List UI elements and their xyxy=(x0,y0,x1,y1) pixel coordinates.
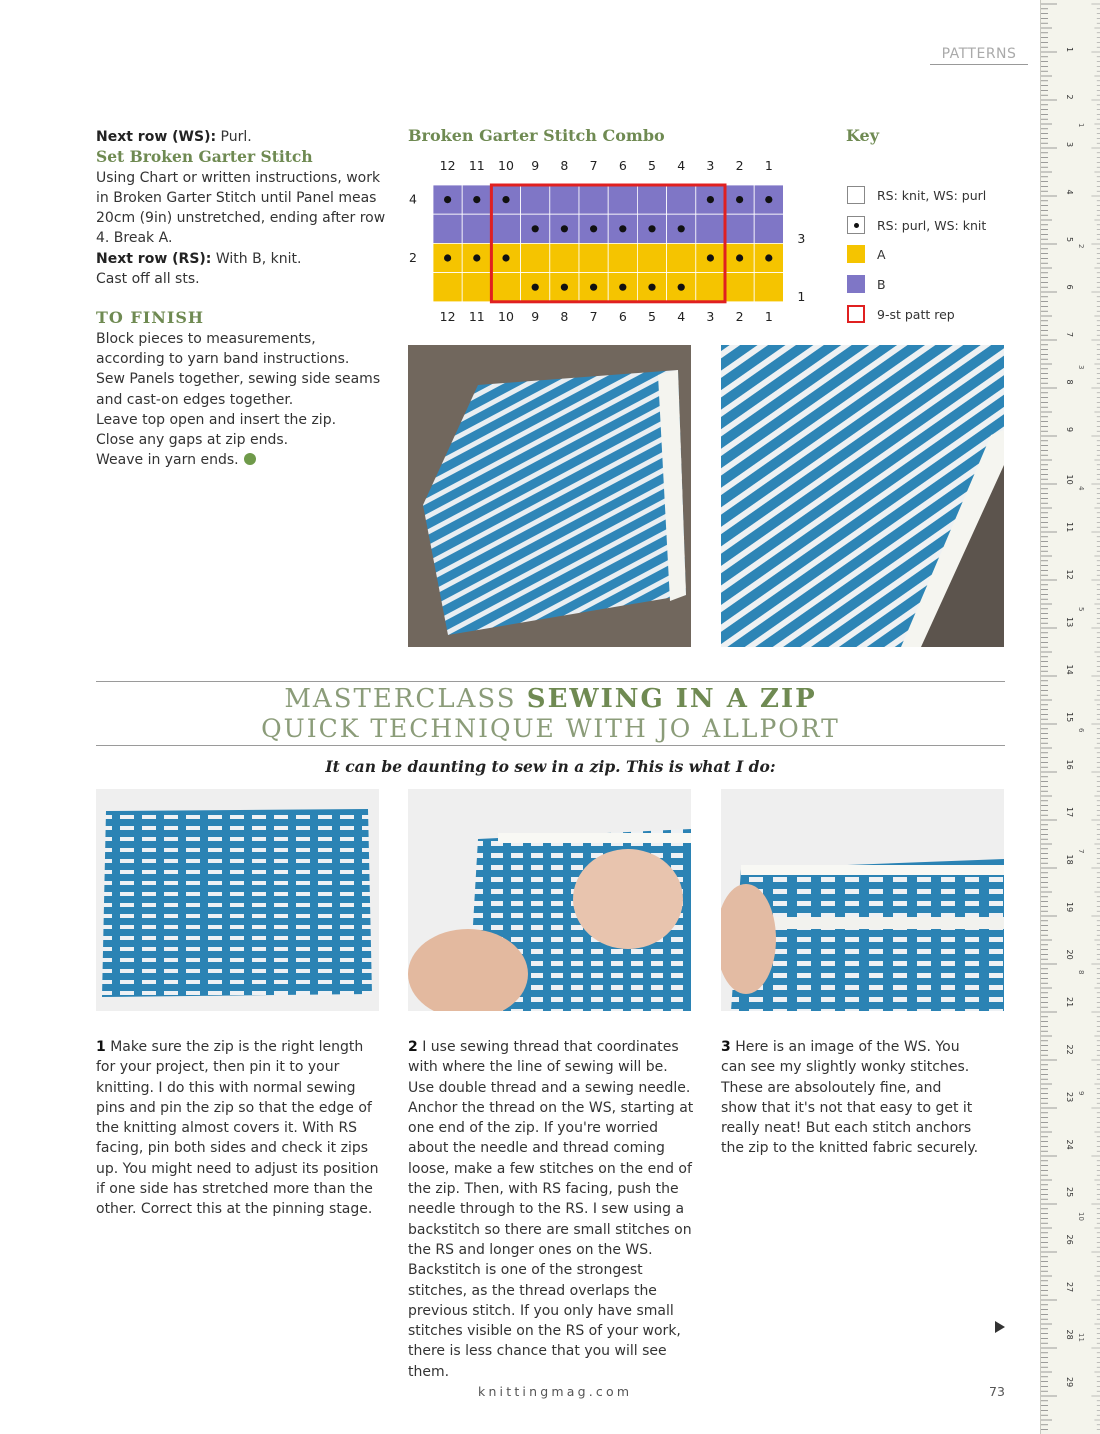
column-label: 4 xyxy=(677,158,686,173)
row-label: 3 xyxy=(797,230,806,246)
ruler-inch-label: 3 xyxy=(1077,365,1085,370)
column-label: 11 xyxy=(468,308,485,324)
instruction-cast-off: Cast off all sts. xyxy=(96,271,200,288)
key-item-knit: RS: knit, WS: purl xyxy=(847,184,986,206)
purl-dot xyxy=(736,196,743,203)
purl-dot xyxy=(444,254,451,261)
chart-cell xyxy=(550,185,579,214)
ruler-cm-label: 13 xyxy=(1065,617,1074,628)
column-label: 8 xyxy=(560,308,569,324)
purl-dot xyxy=(765,196,772,203)
instruction-body: Using Chart or written instructions, work in Broken Garter Stitch until Panel meas 20cm (9in) unstretched, ending after row 4. Break A. xyxy=(96,169,386,247)
chart-cell xyxy=(521,185,550,214)
ruler-cm-label: 16 xyxy=(1065,759,1074,770)
purl-dot xyxy=(444,196,451,203)
column-label: 2 xyxy=(735,158,744,173)
key-item-color-a: A xyxy=(847,243,886,265)
column-label: 3 xyxy=(706,308,715,324)
ruler-cm-label: 22 xyxy=(1065,1044,1074,1055)
chart-cell xyxy=(521,243,550,272)
heading-broken-garter: Set Broken Garter Stitch xyxy=(96,147,313,167)
ruler-scale xyxy=(1040,0,1100,1434)
ruler-inch-label: 8 xyxy=(1077,970,1085,975)
column-label: 6 xyxy=(618,308,627,324)
ruler-cm-label: 12 xyxy=(1065,569,1074,580)
masterclass-subtitle: QUICK TECHNIQUE WITH JO ALLPORT xyxy=(261,714,840,743)
ruler-cm-label: 28 xyxy=(1065,1329,1074,1340)
ruler-inch-label: 10 xyxy=(1077,1212,1085,1221)
finish-line: Close any gaps at zip ends. xyxy=(96,432,289,449)
column-label: 6 xyxy=(618,158,627,173)
column-label: 9 xyxy=(531,308,540,324)
step-3-photo xyxy=(721,789,1004,1011)
purl-dot xyxy=(532,225,539,232)
key-item-color-b: B xyxy=(847,273,886,295)
column-label: 4 xyxy=(677,308,686,324)
column-label: 3 xyxy=(706,158,715,173)
purl-dot xyxy=(648,225,655,232)
heading-to-finish: TO FINISH xyxy=(96,308,205,328)
chart-cell xyxy=(696,273,725,302)
finish-line: according to yarn band instructions. xyxy=(96,350,350,367)
column-label: 10 xyxy=(498,158,514,173)
masterclass-title: MASTERCLASS SEWING IN A ZIP xyxy=(284,684,817,714)
purl-dot xyxy=(532,284,539,291)
row-label: 2 xyxy=(409,250,417,265)
ruler-cm-label: 26 xyxy=(1065,1234,1074,1245)
purl-dot xyxy=(473,196,480,203)
page-number: 73 xyxy=(989,1384,1005,1399)
chart-cell xyxy=(725,273,754,302)
chart-cell xyxy=(491,273,520,302)
finish-line: Leave top open and insert the zip. xyxy=(96,411,337,428)
ruler-inch-label: 5 xyxy=(1077,607,1085,612)
pouch-closeup-photo xyxy=(721,345,1004,647)
step-1-text: 1 Make sure the zip is the right length for your project, then pin it to your knitting. I do this with normal sewing pins and pin the zip so that the edge of the knitting almost covers it. With RS facing, pin both sides and check it zips up. You might need to adjust its position if one side has stretched more than the other. Correct this at the pinning stage. xyxy=(96,1039,379,1218)
chart-cell xyxy=(754,214,783,243)
column-label: 1 xyxy=(764,308,773,324)
row-label: 4 xyxy=(409,191,417,207)
column-label: 5 xyxy=(648,308,656,324)
masterclass-intro: It can be daunting to sew in a zip. This is what I do: xyxy=(325,757,776,776)
chart-cell xyxy=(491,214,520,243)
chart-cell xyxy=(462,214,491,243)
purl-dot xyxy=(473,254,480,261)
ruler-cm-label: 6 xyxy=(1065,284,1074,290)
ruler-cm-label: 4 xyxy=(1065,189,1074,195)
key-item-purl: RS: purl, WS: knit xyxy=(847,214,986,236)
purl-dot xyxy=(678,225,685,232)
color-a-swatch-icon xyxy=(847,245,865,263)
column-label: 11 xyxy=(468,158,485,173)
repeat-box-icon xyxy=(847,305,865,323)
yarn-ball-icon xyxy=(244,453,256,465)
ruler-cm-label: 21 xyxy=(1065,997,1074,1008)
ruler-inch-label: 4 xyxy=(1077,486,1085,491)
ruler-cm-label: 29 xyxy=(1065,1377,1074,1388)
purl-dot xyxy=(502,254,509,261)
column-label: 10 xyxy=(498,308,514,324)
purl-dot xyxy=(707,254,714,261)
ruler-cm-label: 9 xyxy=(1065,427,1074,433)
divider-bottom xyxy=(96,745,1005,746)
ruler-cm-label: 8 xyxy=(1065,379,1074,385)
column-label: 12 xyxy=(439,308,456,324)
chart-cell xyxy=(608,243,637,272)
ruler-inch-label: 1 xyxy=(1077,123,1085,128)
ruler-cm-label: 18 xyxy=(1065,854,1074,865)
column-label: 9 xyxy=(531,158,540,173)
instruction-ws-row: Next row (WS): Purl. xyxy=(96,129,252,145)
chart-cell xyxy=(754,273,783,302)
section-label: PATTERNS xyxy=(930,46,1028,65)
chart-cell xyxy=(637,185,666,214)
divider-top xyxy=(96,681,1005,682)
ruler-cm-label: 25 xyxy=(1065,1187,1074,1198)
chart-cell xyxy=(667,185,696,214)
ruler-cm-label: 15 xyxy=(1065,712,1074,723)
finished-pouch-photo xyxy=(408,345,691,647)
ruler-cm-label: 27 xyxy=(1065,1282,1074,1293)
chart-cell xyxy=(608,185,637,214)
row-label: 1 xyxy=(797,289,806,305)
ruler-inch-label: 7 xyxy=(1077,849,1085,854)
key-item-repeat: 9-st patt rep xyxy=(847,303,955,325)
purl-dot xyxy=(619,284,626,291)
column-label: 2 xyxy=(735,308,744,324)
column-label: 5 xyxy=(648,158,656,173)
ruler-cm-label: 20 xyxy=(1065,949,1074,960)
chart-cell xyxy=(579,185,608,214)
ruler-cm-label: 19 xyxy=(1065,902,1074,913)
finish-instructions xyxy=(96,329,386,471)
column-label: 7 xyxy=(589,308,598,324)
column-label: 1 xyxy=(764,158,773,173)
pattern-instructions xyxy=(96,127,386,471)
footer-url: knittingmag.com xyxy=(478,1384,633,1399)
column-label: 7 xyxy=(589,158,598,173)
color-b-swatch-icon xyxy=(847,275,865,293)
ruler-cm-label: 1 xyxy=(1065,47,1074,53)
instruction-rs-row: Next row (RS): With B, knit. xyxy=(96,250,302,267)
chart-cell xyxy=(725,214,754,243)
purl-dot xyxy=(678,284,685,291)
ruler-cm-label: 5 xyxy=(1065,237,1074,243)
column-label: 8 xyxy=(560,158,569,173)
column-label: 12 xyxy=(439,158,456,173)
step-1-photo xyxy=(96,789,379,1011)
ruler-cm-label: 24 xyxy=(1065,1139,1074,1150)
ruler-cm-label: 3 xyxy=(1065,142,1074,148)
knit-symbol-icon xyxy=(847,186,865,204)
purl-dot xyxy=(648,284,655,291)
purl-dot xyxy=(590,225,597,232)
chart-cell xyxy=(667,243,696,272)
finish-line: and cast-on edges together. xyxy=(96,391,294,408)
purl-dot xyxy=(765,254,772,261)
ruler-inch-label: 11 xyxy=(1077,1333,1085,1342)
ruler-cm-label: 2 xyxy=(1065,94,1074,100)
ruler-cm-label: 7 xyxy=(1065,332,1074,338)
finish-line: Weave in yarn ends. xyxy=(96,450,386,470)
finish-line: Sew Panels together, sewing side seams xyxy=(96,371,381,388)
ruler-inch-label: 6 xyxy=(1077,728,1085,733)
purl-dot-icon xyxy=(847,216,865,234)
finish-line: Block pieces to measurements, xyxy=(96,330,316,347)
purl-dot xyxy=(502,196,509,203)
chart-cell xyxy=(696,214,725,243)
continue-arrow-icon xyxy=(995,1321,1005,1333)
step-3-text: 3 Here is an image of the WS. You can see my slightly wonky stitches. These are absoloutely fine, and show that it's not that easy to get it really neat! But each stitch anchors the zip to the knitted fabric securely. xyxy=(721,1039,979,1157)
stitch-chart xyxy=(400,150,820,335)
ruler-cm-label: 17 xyxy=(1065,807,1074,818)
ruler-cm-label: 14 xyxy=(1065,664,1074,675)
chart-cell xyxy=(462,273,491,302)
purl-dot xyxy=(619,225,626,232)
chart-title: Broken Garter Stitch Combo xyxy=(408,126,665,145)
chart-cell xyxy=(433,273,462,302)
chart-cell xyxy=(637,243,666,272)
purl-dot xyxy=(590,284,597,291)
ruler-cm-label: 11 xyxy=(1065,522,1074,533)
key-title: Key xyxy=(846,126,880,145)
step-2-photo xyxy=(408,789,691,1011)
purl-dot xyxy=(561,225,568,232)
purl-dot xyxy=(561,284,568,291)
step-2-text: 2 I use sewing thread that coordinates with where the line of sewing will be. Use double thread and a sewing needle. Anchor the thread on the WS, starting at one end of the zip. If you're worried about the needle and thread coming loose, make a few stitches on the end of the zip. Then, with RS facing, push the needle through to the RS. I sew using a backstitch so there are small stitches on the RS and longer ones on the WS. Backstitch is one of the strongest stitches, as the thread overlaps the previous stitch. If you only have small stitches visible on the RS of your work, there is less chance that you will see them. xyxy=(408,1039,694,1380)
chart-cell xyxy=(433,214,462,243)
chart-cell xyxy=(550,243,579,272)
chart-cell xyxy=(579,243,608,272)
purl-dot xyxy=(736,254,743,261)
purl-dot xyxy=(707,196,714,203)
ruler-inch-label: 9 xyxy=(1077,1091,1085,1096)
ruler-inch-label: 2 xyxy=(1077,244,1085,249)
ruler-cm-label: 23 xyxy=(1065,1092,1074,1103)
ruler-cm-label: 10 xyxy=(1065,474,1074,485)
